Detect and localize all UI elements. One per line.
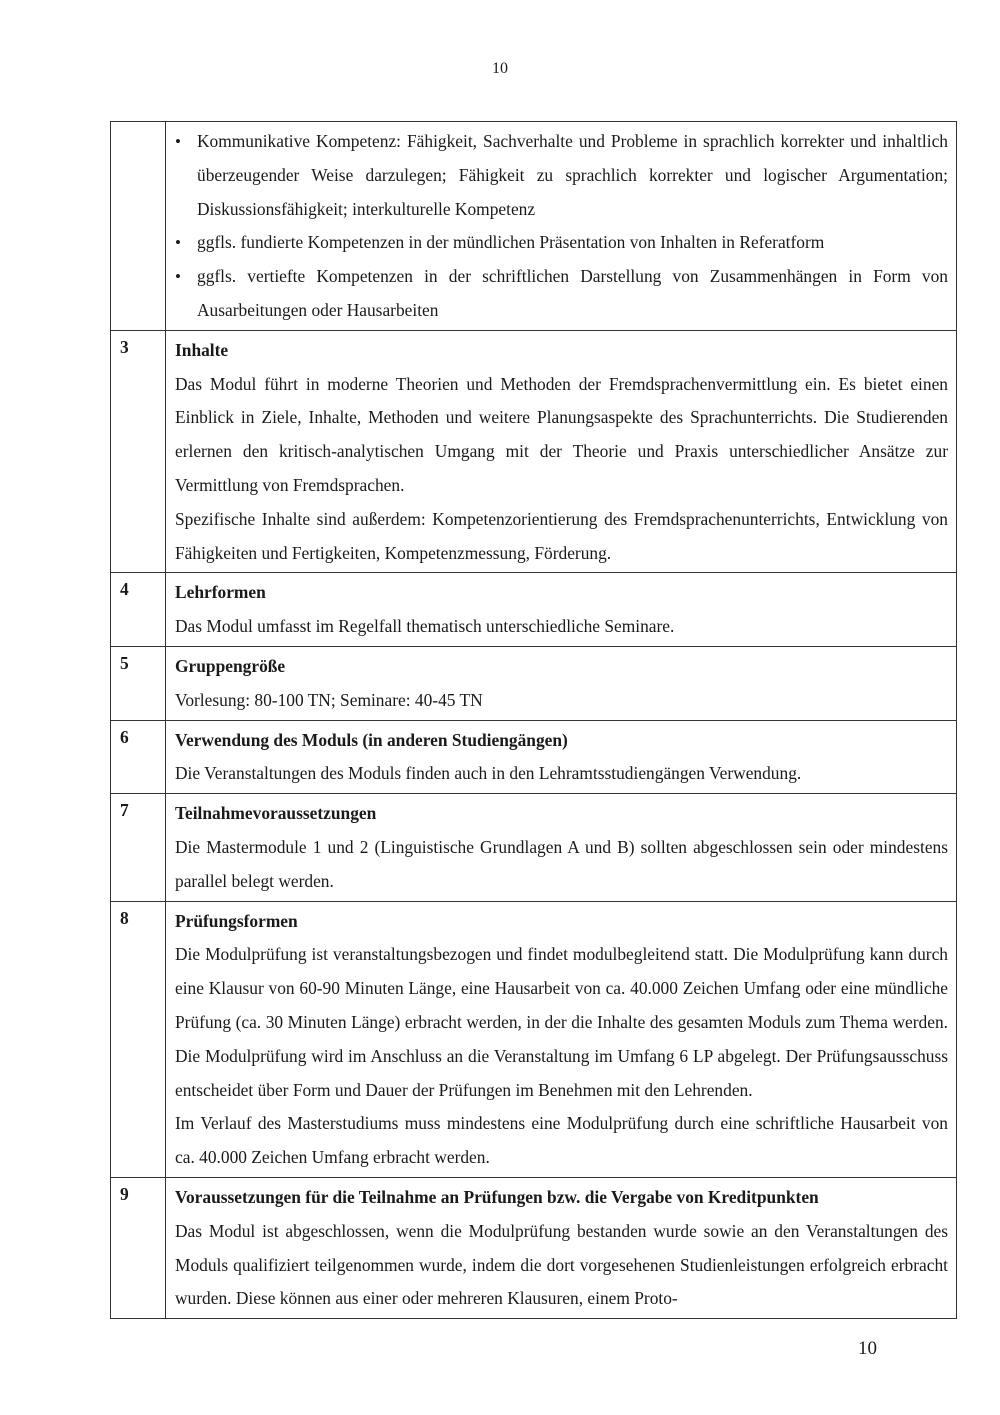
section-number: 8 <box>111 901 166 1177</box>
section-number: 6 <box>111 720 166 794</box>
section-paragraph: Die Modulprüfung ist veranstaltungsbezogen und findet modulbegleitend statt. Die Modulprüfung kann durch eine Klausur von 60-90 Minuten Länge, eine Hausarbeit von ca. 40.000 Zeichen Umfang oder eine mündliche Prüfung (ca. 30 Minuten Länge) erbracht werden, in der die Inhalte des gesamten Moduls zum Thema werden. Die Modulprüfung wird im Anschluss an die Veranstaltung im Umfang 6 LP abgelegt. Der Prüfungsausschuss entscheidet über Form und Dauer der Prüfungen im Benehmen mit den Lehrenden. <box>175 944 948 1100</box>
section-number: 5 <box>111 646 166 720</box>
section-title: Inhalte <box>175 339 229 360</box>
section-paragraph: Das Modul ist abgeschlossen, wenn die Modulprüfung bestanden wurde sowie an den Veranstaltungen des Moduls qualifiziert teilgenommen wurde, indem die dort vorgesehenen Studienleistungen erfolgreich erbracht wurden. Diese können aus einer oder mehreren Klausuren, einem Proto- <box>175 1220 948 1309</box>
bullet-item: • ggfls. vertiefte Kompetenzen in der schriftlichen Darstellung von Zusammenhängen in Form von Ausarbeitungen oder Hausarbeiten <box>197 260 948 328</box>
section-title: Gruppengröße <box>175 655 286 676</box>
table-row-section <box>111 1177 957 1318</box>
section-paragraph: Im Verlauf des Masterstudiums muss mindestens eine Modulprüfung durch eine schriftliche Hausarbeit von ca. 40.000 Zeichen Umfang erbracht werden. <box>175 1113 948 1168</box>
bullet-item: • Kommunikative Kompetenz: Fähigkeit, Sachverhalte und Probleme in sprachlich korrekter und inhaltlich überzeugender Weise darzulegen; Fähigkeit zu sprachlich korrekter und logischer Argumentation; Diskussionsfähigkeit; interkulturelle Kompetenz <box>197 125 948 226</box>
section-title: Lehrformen <box>175 582 266 603</box>
section-content <box>166 646 957 720</box>
table-row-section <box>111 330 957 573</box>
section-number: 7 <box>111 794 166 901</box>
section-paragraph: Die Veranstaltungen des Moduls finden auch in den Lehramtsstudiengängen Verwendung. <box>175 763 802 784</box>
bullet-item: • ggfls. fundierte Kompetenzen in der mündlichen Präsentation von Inhalten in Referatform <box>197 226 948 260</box>
section-paragraph: Das Modul umfasst im Regelfall thematisch unterschiedliche Seminare. <box>175 616 675 637</box>
section-content <box>166 330 957 573</box>
section-title: Prüfungsformen <box>175 910 298 931</box>
table-row-section <box>111 573 957 647</box>
section-paragraph: Die Mastermodule 1 und 2 (Linguistische Grundlagen A und B) sollten abgeschlossen sein oder mindestens parallel belegt werden. <box>175 836 948 891</box>
section-title: Verwendung des Moduls (in anderen Studiengängen) <box>175 729 568 750</box>
table-row-section <box>111 646 957 720</box>
section-number: 9 <box>111 1177 166 1318</box>
section-number: 4 <box>111 573 166 647</box>
competence-list-cell <box>166 122 957 331</box>
section-title: Voraussetzungen für die Teilnahme an Prüfungen bzw. die Vergabe von Kreditpunkten <box>175 1186 819 1207</box>
section-paragraph: Spezifische Inhalte sind außerdem: Kompetenzorientierung des Fremdsprachenunterrichts, Entwicklung von Fähigkeiten und Fertigkeiten, Kompetenzmessung, Förderung. <box>175 508 948 563</box>
table-row-continuation <box>111 122 957 331</box>
section-content <box>166 794 957 901</box>
table-row-section <box>111 720 957 794</box>
module-table <box>110 121 957 1319</box>
page-number-top: 10 <box>492 60 508 77</box>
section-number: 3 <box>111 330 166 573</box>
section-content <box>166 1177 957 1318</box>
section-paragraph: Vorlesung: 80-100 TN; Seminare: 40-45 TN <box>175 689 483 710</box>
section-paragraph: Das Modul führt in moderne Theorien und Methoden der Fremdsprachenvermittlung ein. Es bietet einen Einblick in Ziele, Inhalte, Methoden und weitere Planungsaspekte des Sprachunterrichts. Die Studierenden erlernen den kritisch-analytischen Umgang mit der Theorie und Praxis unterschiedlicher Ansätze zur Vermittlung von Fremdsprachen. <box>175 373 948 495</box>
row-number-empty <box>111 122 166 331</box>
table-row-section <box>111 794 957 901</box>
page-number-bottom: 10 <box>858 1338 877 1359</box>
section-title: Teilnahmevoraussetzungen <box>175 803 377 824</box>
competence-bullet-list <box>175 125 948 328</box>
section-content <box>166 901 957 1177</box>
table-row-section <box>111 901 957 1177</box>
section-content <box>166 573 957 647</box>
section-content <box>166 720 957 794</box>
